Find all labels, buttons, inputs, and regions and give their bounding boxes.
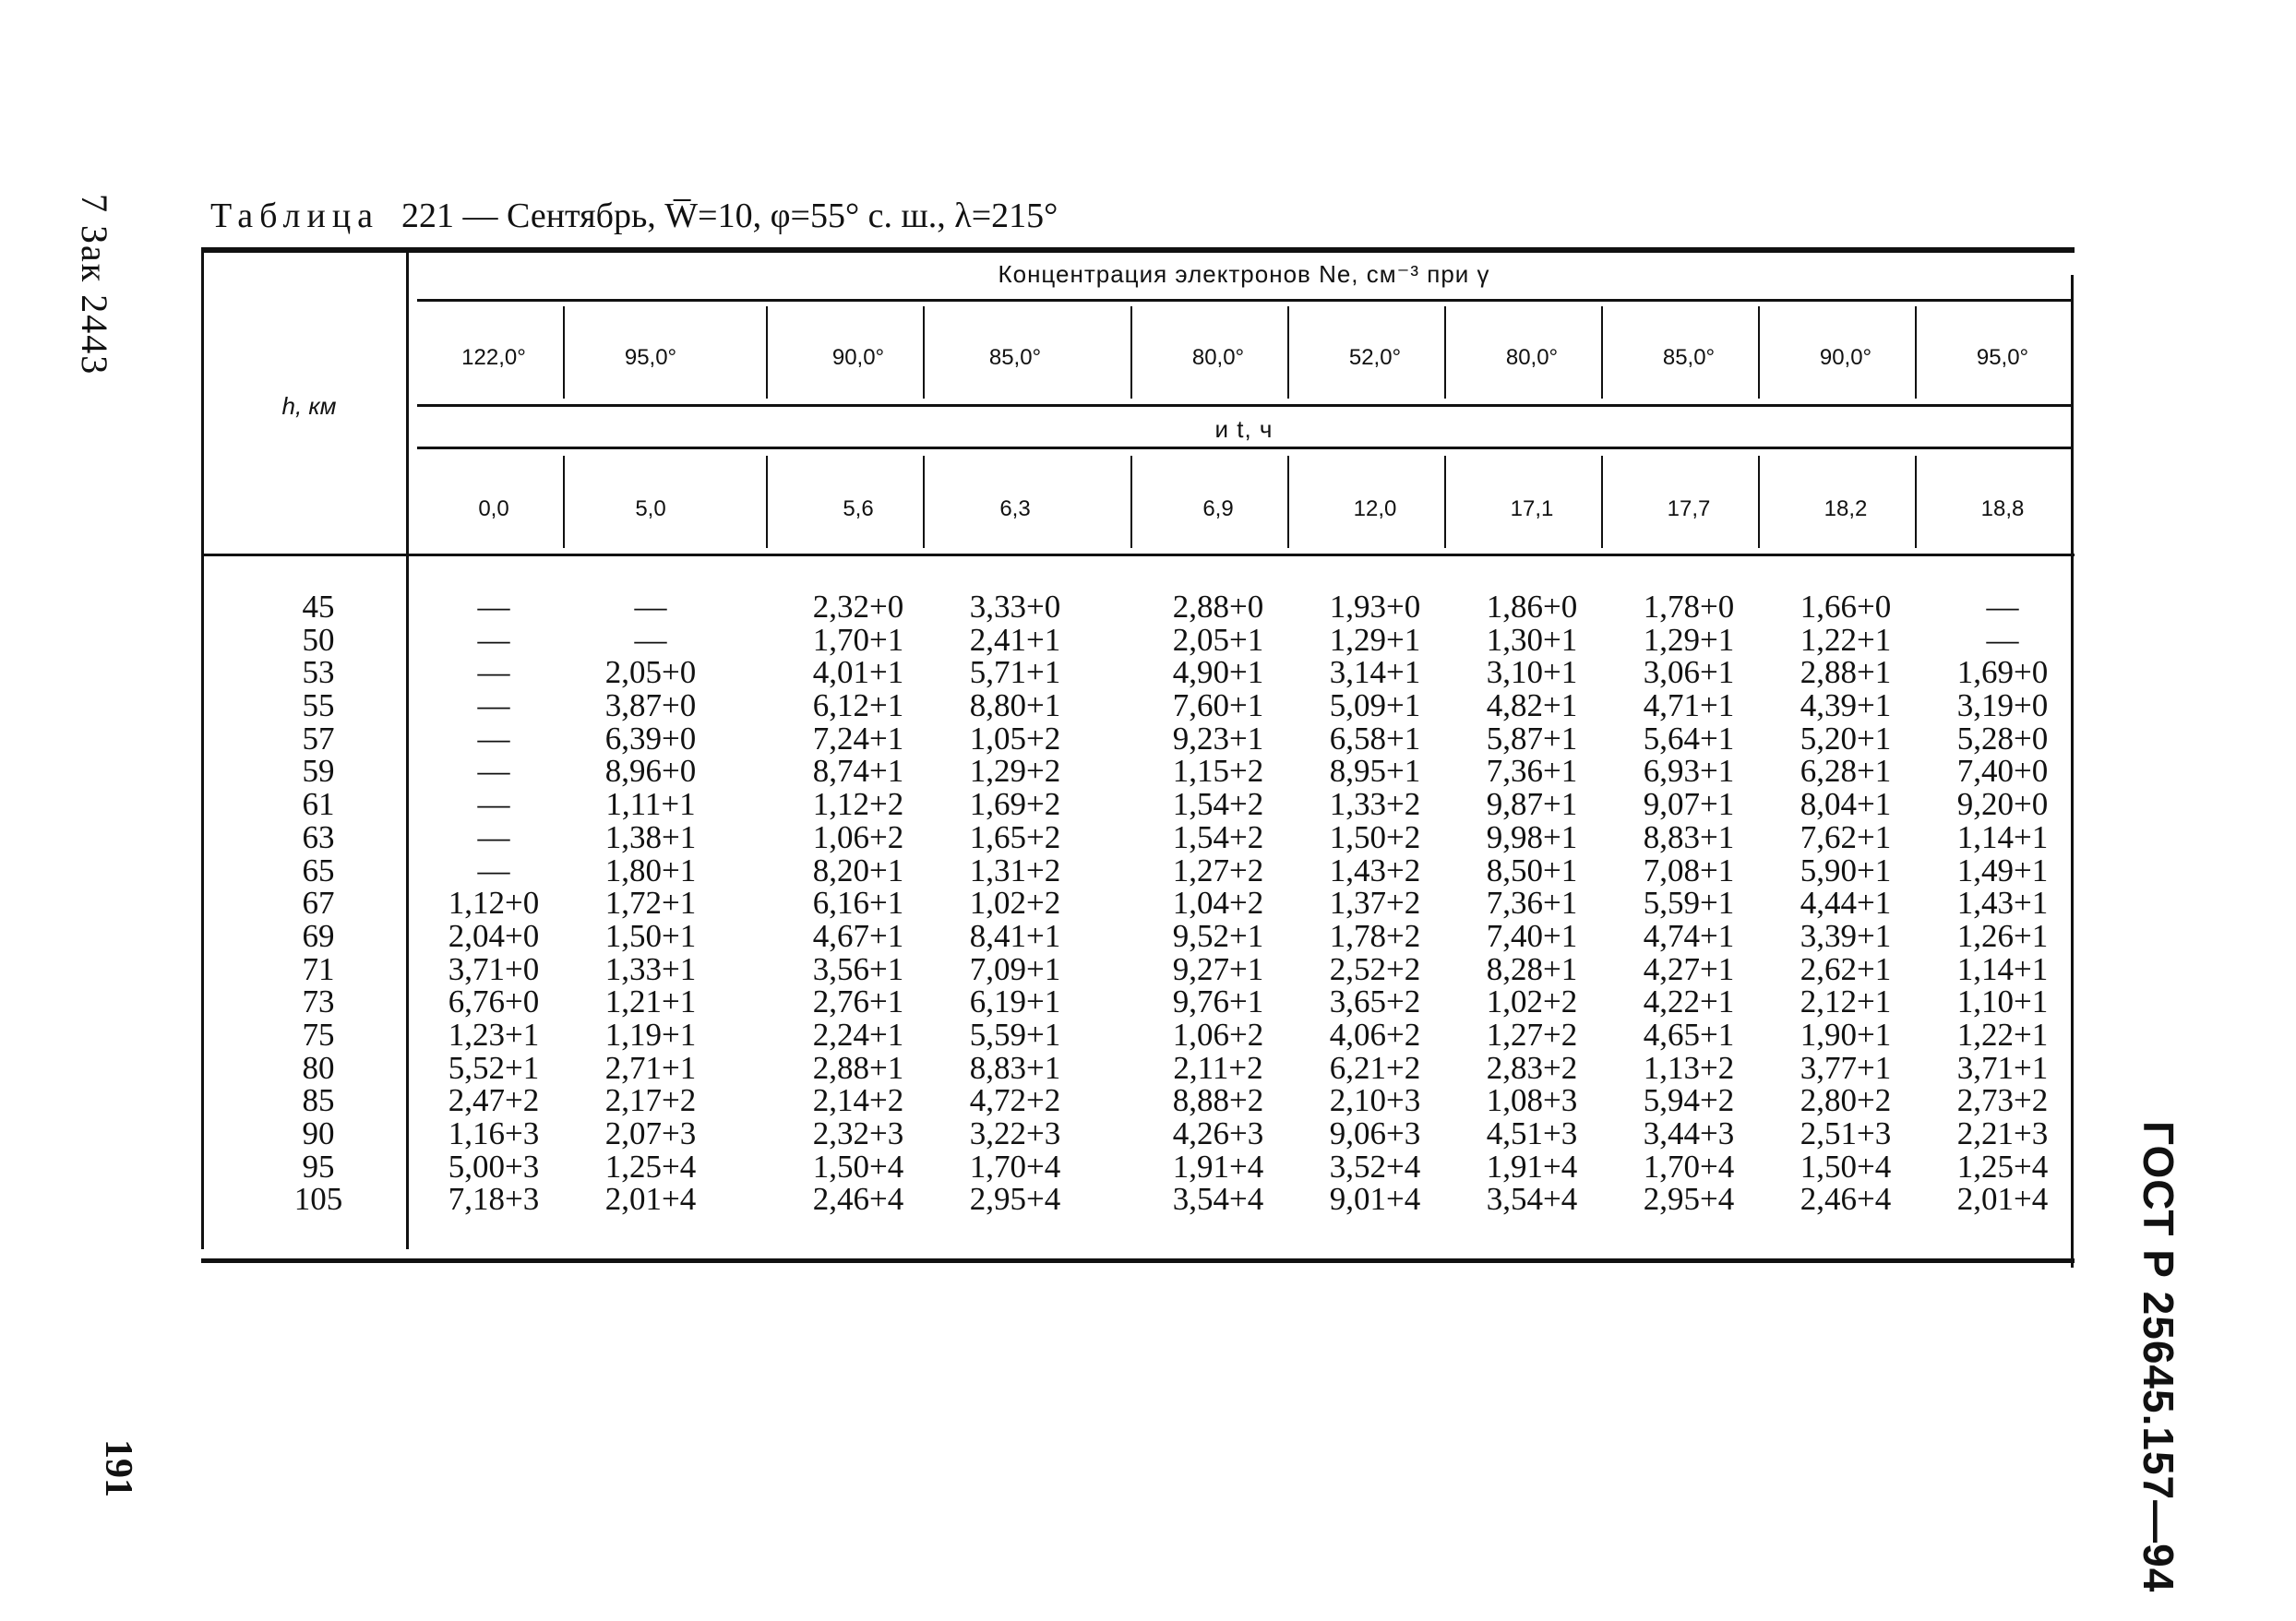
table-title-text: 221 — Сентябрь, W̅=10, φ=55° с. ш., λ=215° xyxy=(401,197,1058,235)
concentration-value-cell: — xyxy=(477,720,510,757)
concentration-value-cell: 9,76+1 xyxy=(1172,983,1264,1020)
concentration-column xyxy=(780,590,937,1216)
h-value-cell: 63 xyxy=(302,818,335,855)
gamma-header-cell: 90,0° xyxy=(831,345,885,370)
concentration-value-cell: 6,16+1 xyxy=(812,885,904,922)
concentration-rule xyxy=(417,299,2071,302)
concentration-value-cell: 1,65+2 xyxy=(969,818,1061,855)
concentration-value-cell: 1,93+0 xyxy=(1329,589,1421,625)
concentration-value-cell: 3,56+1 xyxy=(812,950,904,987)
concentration-value-cell: 9,20+0 xyxy=(1956,786,2049,823)
t-header-cell: 5,0 xyxy=(635,496,666,521)
concentration-value-cell: 1,43+2 xyxy=(1329,852,1421,888)
page-number: 191 xyxy=(97,1439,139,1497)
concentration-value-cell: 5,90+1 xyxy=(1800,852,1892,888)
concentration-value-cell: 1,22+1 xyxy=(1956,1016,2049,1053)
concentration-value-cell: 1,06+2 xyxy=(812,818,904,855)
concentration-value-cell: 4,26+3 xyxy=(1172,1115,1264,1151)
concentration-value-cell: 8,50+1 xyxy=(1486,852,1578,888)
concentration-value-cell: 3,10+1 xyxy=(1486,654,1578,691)
concentration-value-cell: 2,95+4 xyxy=(969,1181,1061,1218)
concentration-value-cell: 1,78+0 xyxy=(1643,589,1735,625)
concentration-value-cell: — xyxy=(477,687,510,724)
concentration-value-cell: 2,51+3 xyxy=(1800,1115,1892,1151)
gamma-header-cell: 95,0° xyxy=(624,345,677,370)
concentration-value-cell: 2,14+2 xyxy=(812,1082,904,1119)
concentration-value-cell: 6,76+0 xyxy=(448,983,540,1020)
concentration-column xyxy=(937,590,1094,1216)
concentration-value-cell: 7,62+1 xyxy=(1800,818,1892,855)
concentration-column xyxy=(1301,590,1449,1216)
concentration-value-cell: 9,52+1 xyxy=(1172,917,1264,954)
concentration-value-cell: 3,77+1 xyxy=(1800,1049,1892,1086)
concentration-value-cell: 1,27+2 xyxy=(1172,852,1264,888)
concentration-value-cell: 8,95+1 xyxy=(1329,753,1421,790)
concentration-value-cell: 1,02+2 xyxy=(1486,983,1578,1020)
concentration-value-cell: 1,91+4 xyxy=(1486,1148,1578,1185)
concentration-value-cell: — xyxy=(477,589,510,625)
concentration-value-cell: 3,06+1 xyxy=(1643,654,1735,691)
concentration-value-cell: 2,46+4 xyxy=(812,1181,904,1218)
concentration-value-cell: 1,05+2 xyxy=(969,720,1061,757)
concentration-value-cell: 1,12+2 xyxy=(812,786,904,823)
concentration-value-cell: 2,41+1 xyxy=(969,621,1061,658)
gamma-header-cell: 122,0° xyxy=(461,345,526,370)
side-note-order: 7 Зак 2443 xyxy=(74,194,115,376)
concentration-value-cell: 9,01+4 xyxy=(1329,1181,1421,1218)
concentration-value-cell: 5,71+1 xyxy=(969,654,1061,691)
concentration-value-cell: 1,14+1 xyxy=(1956,818,2049,855)
concentration-value-cell: 1,33+1 xyxy=(604,950,697,987)
concentration-value-cell: 1,37+2 xyxy=(1329,885,1421,922)
concentration-value-cell: 1,11+1 xyxy=(605,786,696,823)
concentration-value-cell: 1,02+2 xyxy=(969,885,1061,922)
concentration-value-cell: 2,62+1 xyxy=(1800,950,1892,987)
concentration-value-cell: 3,52+4 xyxy=(1329,1148,1421,1185)
concentration-value-cell: 2,46+4 xyxy=(1800,1181,1892,1218)
header-column-separator xyxy=(766,456,768,548)
concentration-value-cell: 1,54+2 xyxy=(1172,818,1264,855)
h-value-cell: 95 xyxy=(302,1148,335,1185)
and-t-header: и t, ч xyxy=(1214,415,1274,443)
concentration-value-cell: 8,80+1 xyxy=(969,687,1061,724)
concentration-value-cell: 6,19+1 xyxy=(969,983,1061,1020)
concentration-value-cell: 2,11+2 xyxy=(1173,1049,1263,1086)
t-header-cell: 12,0 xyxy=(1353,496,1397,521)
concentration-value-cell: 2,12+1 xyxy=(1800,983,1892,1020)
t-header-cell: 5,6 xyxy=(843,496,874,521)
concentration-value-cell: 1,78+2 xyxy=(1329,917,1421,954)
concentration-value-cell: 1,29+2 xyxy=(969,753,1061,790)
concentration-value-cell: 1,70+4 xyxy=(969,1148,1061,1185)
concentration-value-cell: 5,87+1 xyxy=(1486,720,1578,757)
concentration-column xyxy=(1144,590,1292,1216)
concentration-value-cell: 5,00+3 xyxy=(448,1148,540,1185)
concentration-value-cell: — xyxy=(477,786,510,823)
concentration-value-cell: 1,69+0 xyxy=(1956,654,2049,691)
concentration-value-cell: 3,71+0 xyxy=(448,950,540,987)
concentration-value-cell: 3,39+1 xyxy=(1800,917,1892,954)
table-bottom-rule xyxy=(201,1258,2075,1263)
concentration-value-cell: 1,66+0 xyxy=(1800,589,1892,625)
concentration-value-cell: 4,44+1 xyxy=(1800,885,1892,922)
concentration-value-cell: 2,52+2 xyxy=(1329,950,1421,987)
concentration-value-cell: 1,31+2 xyxy=(969,852,1061,888)
concentration-value-cell: 6,39+0 xyxy=(604,720,697,757)
concentration-value-cell: 7,40+0 xyxy=(1956,753,2049,790)
concentration-value-cell: 6,21+2 xyxy=(1329,1049,1421,1086)
concentration-value-cell: 7,40+1 xyxy=(1486,917,1578,954)
concentration-value-cell: 5,94+2 xyxy=(1643,1082,1735,1119)
concentration-column xyxy=(420,590,568,1216)
concentration-value-cell: 2,83+2 xyxy=(1486,1049,1578,1086)
concentration-value-cell: 4,39+1 xyxy=(1800,687,1892,724)
concentration-value-cell: — xyxy=(477,621,510,658)
concentration-value-cell: 1,43+1 xyxy=(1956,885,2049,922)
concentration-value-cell: 5,20+1 xyxy=(1800,720,1892,757)
concentration-value-cell: 1,50+4 xyxy=(1800,1148,1892,1185)
concentration-value-cell: 1,22+1 xyxy=(1800,621,1892,658)
concentration-value-cell: — xyxy=(477,753,510,790)
concentration-value-cell: 2,71+1 xyxy=(604,1049,697,1086)
concentration-value-cell: 1,10+1 xyxy=(1956,983,2049,1020)
concentration-value-cell: 2,01+4 xyxy=(1956,1181,2049,1218)
h-value-cell: 55 xyxy=(302,687,335,724)
gamma-header-cell: 90,0° xyxy=(1819,345,1872,370)
h-value-cell: 59 xyxy=(302,753,335,790)
h-value-cell: 65 xyxy=(302,852,335,888)
gamma-header-cell: 80,0° xyxy=(1191,345,1245,370)
concentration-value-cell: 8,04+1 xyxy=(1800,786,1892,823)
gamma-bottom-rule xyxy=(417,404,2071,407)
concentration-value-cell: 1,04+2 xyxy=(1172,885,1264,922)
concentration-value-cell: 1,16+3 xyxy=(448,1115,540,1151)
concentration-value-cell: 2,32+3 xyxy=(812,1115,904,1151)
concentration-value-cell: 3,71+1 xyxy=(1956,1049,2049,1086)
concentration-value-cell: 1,69+2 xyxy=(969,786,1061,823)
concentration-value-cell: 1,70+4 xyxy=(1643,1148,1735,1185)
concentration-value-cell: 6,58+1 xyxy=(1329,720,1421,757)
h-value-cell: 105 xyxy=(293,1181,343,1218)
t-header-cell: 18,8 xyxy=(1980,496,2025,521)
concentration-value-cell: — xyxy=(634,621,667,658)
concentration-value-cell: 7,24+1 xyxy=(812,720,904,757)
concentration-value-cell: 1,08+3 xyxy=(1486,1082,1578,1119)
concentration-value-cell: 1,49+1 xyxy=(1956,852,2049,888)
concentration-value-cell: 2,05+0 xyxy=(604,654,697,691)
concentration-column xyxy=(1929,590,2076,1216)
concentration-value-cell: 8,88+2 xyxy=(1172,1082,1264,1119)
h-value-cell: 90 xyxy=(302,1115,335,1151)
h-column-header: h, км xyxy=(281,392,337,420)
concentration-value-cell: 1,72+1 xyxy=(604,885,697,922)
concentration-value-cell: 1,50+4 xyxy=(812,1148,904,1185)
h-value-cell: 73 xyxy=(302,983,335,1020)
concentration-value-cell: 1,90+1 xyxy=(1800,1016,1892,1053)
concentration-value-cell: 7,36+1 xyxy=(1486,753,1578,790)
concentration-header: Концентрация электронов Ne, см⁻³ при γ xyxy=(998,260,1490,288)
concentration-value-cell: 2,32+0 xyxy=(812,589,904,625)
concentration-value-cell: 4,71+1 xyxy=(1643,687,1735,724)
concentration-column xyxy=(1458,590,1606,1216)
table-title-label: Таблица xyxy=(210,197,380,235)
concentration-value-cell: 1,29+1 xyxy=(1329,621,1421,658)
gamma-header-cell: 95,0° xyxy=(1976,345,2029,370)
concentration-value-cell: 9,27+1 xyxy=(1172,950,1264,987)
h-value-column xyxy=(231,590,406,1216)
t-header-cell: 17,7 xyxy=(1667,496,1711,521)
concentration-value-cell: 1,50+1 xyxy=(604,917,697,954)
concentration-value-cell: 3,44+3 xyxy=(1643,1115,1735,1151)
gost-standard-label: ГОСТ Р 25645.157—94 xyxy=(2135,1121,2182,1593)
concentration-value-cell: 2,76+1 xyxy=(812,983,904,1020)
concentration-value-cell: 9,87+1 xyxy=(1486,786,1578,823)
concentration-value-cell: 1,33+2 xyxy=(1329,786,1421,823)
h-value-cell: 45 xyxy=(302,589,335,625)
concentration-value-cell: 8,96+0 xyxy=(604,753,697,790)
concentration-column xyxy=(577,590,724,1216)
concentration-value-cell: 9,23+1 xyxy=(1172,720,1264,757)
concentration-column xyxy=(1615,590,1763,1216)
concentration-value-cell: 3,54+4 xyxy=(1486,1181,1578,1218)
concentration-value-cell: 2,73+2 xyxy=(1956,1082,2049,1119)
concentration-value-cell: 9,98+1 xyxy=(1486,818,1578,855)
concentration-value-cell: 2,88+0 xyxy=(1172,589,1264,625)
concentration-value-cell: 2,80+2 xyxy=(1800,1082,1892,1119)
concentration-value-cell: 7,60+1 xyxy=(1172,687,1264,724)
concentration-value-cell: 1,23+1 xyxy=(448,1016,540,1053)
concentration-value-cell: 1,29+1 xyxy=(1643,621,1735,658)
concentration-value-cell: 4,67+1 xyxy=(812,917,904,954)
concentration-value-cell: 7,09+1 xyxy=(969,950,1061,987)
t-header-cell: 6,3 xyxy=(999,496,1031,521)
concentration-value-cell: — xyxy=(477,818,510,855)
h-value-cell: 71 xyxy=(302,950,335,987)
concentration-value-cell: 1,06+2 xyxy=(1172,1016,1264,1053)
concentration-value-cell: 4,90+1 xyxy=(1172,654,1264,691)
header-column-separator xyxy=(766,306,768,399)
concentration-value-cell: 4,74+1 xyxy=(1643,917,1735,954)
concentration-value-cell: 3,19+0 xyxy=(1956,687,2049,724)
concentration-value-cell: 1,19+1 xyxy=(604,1016,697,1053)
header-column-separator xyxy=(1130,306,1132,399)
concentration-value-cell: 1,38+1 xyxy=(604,818,697,855)
concentration-value-cell: — xyxy=(477,852,510,888)
concentration-value-cell: 5,59+1 xyxy=(1643,885,1735,922)
table-left-rule xyxy=(201,251,204,1249)
t-header-cell: 0,0 xyxy=(478,496,509,521)
concentration-value-cell: 6,93+1 xyxy=(1643,753,1735,790)
concentration-value-cell: 2,47+2 xyxy=(448,1082,540,1119)
concentration-value-cell: 2,88+1 xyxy=(812,1049,904,1086)
concentration-value-cell: 1,21+1 xyxy=(604,983,697,1020)
concentration-value-cell: 2,04+0 xyxy=(448,917,540,954)
concentration-value-cell: 3,22+3 xyxy=(969,1115,1061,1151)
concentration-value-cell: 6,28+1 xyxy=(1800,753,1892,790)
concentration-value-cell: 2,88+1 xyxy=(1800,654,1892,691)
concentration-value-cell: 5,59+1 xyxy=(969,1016,1061,1053)
concentration-value-cell: 5,09+1 xyxy=(1329,687,1421,724)
concentration-value-cell: 1,14+1 xyxy=(1956,950,2049,987)
concentration-value-cell: 8,83+1 xyxy=(1643,818,1735,855)
concentration-value-cell: 4,65+1 xyxy=(1643,1016,1735,1053)
concentration-value-cell: — xyxy=(1986,589,2019,625)
table-top-rule xyxy=(201,247,2075,253)
concentration-value-cell: 2,05+1 xyxy=(1172,621,1264,658)
concentration-value-cell: 2,95+4 xyxy=(1643,1181,1735,1218)
h-value-cell: 61 xyxy=(302,786,335,823)
concentration-value-cell: 4,72+2 xyxy=(969,1082,1061,1119)
concentration-value-cell: 9,07+1 xyxy=(1643,786,1735,823)
concentration-value-cell: 1,15+2 xyxy=(1172,753,1264,790)
concentration-value-cell: 5,64+1 xyxy=(1643,720,1735,757)
h-value-cell: 57 xyxy=(302,720,335,757)
concentration-value-cell: 4,51+3 xyxy=(1486,1115,1578,1151)
concentration-value-cell: 1,26+1 xyxy=(1956,917,2049,954)
concentration-value-cell: 5,52+1 xyxy=(448,1049,540,1086)
concentration-value-cell: 8,83+1 xyxy=(969,1049,1061,1086)
gamma-header-cell: 80,0° xyxy=(1505,345,1559,370)
concentration-value-cell: 7,36+1 xyxy=(1486,885,1578,922)
concentration-value-cell: 1,91+4 xyxy=(1172,1148,1264,1185)
concentration-value-cell: 4,22+1 xyxy=(1643,983,1735,1020)
concentration-value-cell: 1,70+1 xyxy=(812,621,904,658)
concentration-value-cell: — xyxy=(634,589,667,625)
concentration-value-cell: 6,12+1 xyxy=(812,687,904,724)
concentration-value-cell: 7,08+1 xyxy=(1643,852,1735,888)
header-bottom-rule xyxy=(201,554,2075,556)
concentration-value-cell: 4,01+1 xyxy=(812,654,904,691)
concentration-value-cell: 4,06+2 xyxy=(1329,1016,1421,1053)
concentration-value-cell: — xyxy=(477,654,510,691)
concentration-value-cell: 8,74+1 xyxy=(812,753,904,790)
h-value-cell: 67 xyxy=(302,885,335,922)
gamma-header-cell: 85,0° xyxy=(1662,345,1716,370)
concentration-value-cell: 8,20+1 xyxy=(812,852,904,888)
concentration-value-cell: 1,54+2 xyxy=(1172,786,1264,823)
h-value-cell: 80 xyxy=(302,1049,335,1086)
concentration-value-cell: 1,80+1 xyxy=(604,852,697,888)
concentration-value-cell: 3,65+2 xyxy=(1329,983,1421,1020)
concentration-value-cell: 2,01+4 xyxy=(604,1181,697,1218)
concentration-value-cell: 7,18+3 xyxy=(448,1181,540,1218)
h-value-cell: 85 xyxy=(302,1082,335,1119)
concentration-value-cell: 1,27+2 xyxy=(1486,1016,1578,1053)
gamma-header-cell: 52,0° xyxy=(1348,345,1402,370)
concentration-value-cell: 1,12+0 xyxy=(448,885,540,922)
concentration-value-cell: 1,50+2 xyxy=(1329,818,1421,855)
concentration-value-cell: 3,54+4 xyxy=(1172,1181,1264,1218)
concentration-value-cell: 1,86+0 xyxy=(1486,589,1578,625)
concentration-value-cell: 2,07+3 xyxy=(604,1115,697,1151)
header-column-separator xyxy=(1130,456,1132,548)
gamma-header-cell: 85,0° xyxy=(988,345,1042,370)
concentration-value-cell: 4,82+1 xyxy=(1486,687,1578,724)
concentration-value-cell: 1,30+1 xyxy=(1486,621,1578,658)
concentration-value-cell: 2,24+1 xyxy=(812,1016,904,1053)
t-header-cell: 17,1 xyxy=(1510,496,1554,521)
t-header-cell: 18,2 xyxy=(1824,496,1868,521)
concentration-value-cell: 9,06+3 xyxy=(1329,1115,1421,1151)
concentration-value-cell: 3,33+0 xyxy=(969,589,1061,625)
concentration-value-cell: 1,25+4 xyxy=(604,1148,697,1185)
concentration-value-cell: 2,10+3 xyxy=(1329,1082,1421,1119)
concentration-value-cell: 2,21+3 xyxy=(1956,1115,2049,1151)
and-t-rule xyxy=(417,447,2071,449)
h-value-cell: 69 xyxy=(302,917,335,954)
concentration-value-cell: 5,28+0 xyxy=(1956,720,2049,757)
h-value-cell: 75 xyxy=(302,1016,335,1053)
concentration-value-cell: 1,13+2 xyxy=(1643,1049,1735,1086)
concentration-value-cell: 4,27+1 xyxy=(1643,950,1735,987)
h-value-cell: 53 xyxy=(302,654,335,691)
concentration-value-cell: 8,28+1 xyxy=(1486,950,1578,987)
t-header-cell: 6,9 xyxy=(1202,496,1234,521)
concentration-column xyxy=(1772,590,1919,1216)
concentration-value-cell: — xyxy=(1986,621,2019,658)
concentration-value-cell: 8,41+1 xyxy=(969,917,1061,954)
table-title xyxy=(210,196,1058,236)
concentration-value-cell: 3,14+1 xyxy=(1329,654,1421,691)
h-value-cell: 50 xyxy=(302,621,335,658)
concentration-value-cell: 2,17+2 xyxy=(604,1082,697,1119)
concentration-value-cell: 3,87+0 xyxy=(604,687,697,724)
concentration-value-cell: 1,25+4 xyxy=(1956,1148,2049,1185)
